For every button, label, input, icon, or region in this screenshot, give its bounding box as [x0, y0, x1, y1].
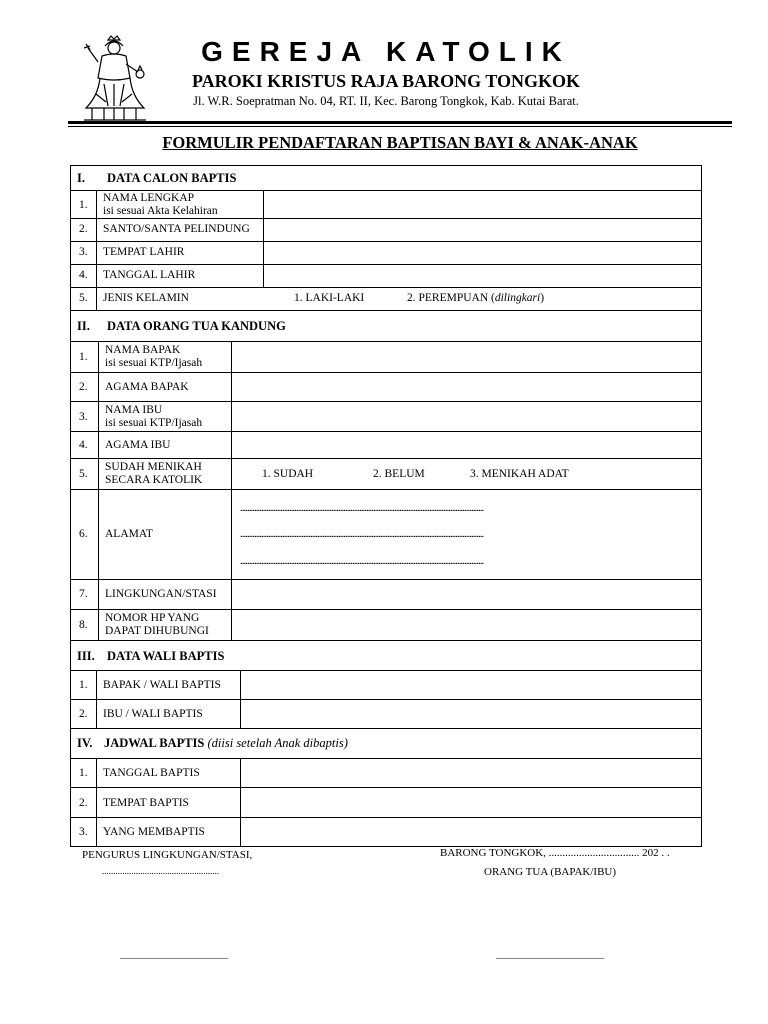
section1-title: DATA CALON BAPTIS: [107, 171, 237, 185]
phone-input[interactable]: [232, 610, 701, 640]
row-number: 2.: [79, 223, 88, 235]
father-name-input[interactable]: [232, 342, 701, 372]
column-divider: [96, 190, 97, 310]
row-number: 1.: [79, 679, 88, 691]
birthplace-input[interactable]: [264, 242, 701, 264]
row-number: 3.: [79, 826, 88, 838]
section1-number: I.: [77, 171, 85, 185]
field-label-community: LINGKUNGAN/STASI: [105, 588, 217, 600]
gender-note-close: ): [540, 292, 545, 304]
parents-label: ORANG TUA (BAPAK/IBU): [484, 866, 617, 878]
row-number: 2.: [79, 381, 88, 393]
header-divider-thin: [68, 126, 732, 127]
mother-religion-input[interactable]: [232, 432, 701, 458]
full-name-input[interactable]: [264, 191, 701, 218]
patron-saint-input[interactable]: [264, 219, 701, 241]
row-number: 7.: [79, 588, 88, 600]
column-divider: [98, 341, 99, 640]
section3-title: DATA WALI BAPTIS: [107, 649, 225, 663]
marriage-option-married[interactable]: 1. SUDAH: [262, 468, 314, 480]
place-date-line[interactable]: BARONG TONGKOK, ................................. 202 . .: [440, 847, 670, 859]
header-divider-thick: [68, 121, 732, 124]
form-title: FORMULIR PENDAFTARAN BAPTISAN BAYI & ANAK-ANAK: [162, 133, 638, 152]
parents-signature-line[interactable]: ________________________: [496, 950, 604, 960]
field-label-patron-saint: SANTO/SANTA PELINDUNG: [103, 223, 250, 235]
row-number: 4.: [79, 439, 88, 451]
section2-title: DATA ORANG TUA KANDUNG: [107, 319, 286, 333]
field-label-baptizer: YANG MEMBAPTIS: [103, 826, 205, 838]
row-number: 1.: [79, 199, 88, 211]
church-title: GEREJA KATOLIK: [201, 36, 571, 67]
row-number: 1.: [79, 767, 88, 779]
row-number: 1.: [79, 351, 88, 363]
field-label-godmother: IBU / WALI BAPTIS: [103, 708, 203, 720]
row-number: 2.: [79, 797, 88, 809]
section4-title: JADWAL BAPTIS: [104, 736, 205, 750]
column-divider: [96, 758, 97, 847]
row-number: 6.: [79, 528, 88, 540]
row-divider: [70, 458, 702, 459]
father-religion-input[interactable]: [232, 373, 701, 401]
field-label-catholic-marriage: SUDAH MENIKAH: [105, 461, 202, 473]
gender-option-male[interactable]: 1. LAKI-LAKI: [294, 292, 365, 304]
row-number: 3.: [79, 411, 88, 423]
field-label-father-religion: AGAMA BAPAK: [105, 381, 189, 393]
birthdate-input[interactable]: [264, 265, 701, 287]
row-divider: [70, 287, 702, 288]
community-input[interactable]: [232, 580, 701, 609]
row-divider: [70, 489, 702, 490]
field-label-phone-2: DAPAT DIHUBUNGI: [105, 625, 209, 637]
mother-name-input[interactable]: [232, 402, 701, 431]
row-number: 4.: [79, 269, 88, 281]
field-hint: isi sesuai KTP/Ijasah: [105, 417, 203, 429]
godmother-input[interactable]: [241, 700, 701, 728]
godfather-input[interactable]: [241, 671, 701, 699]
gender-note: dilingkari: [494, 292, 541, 304]
parish-name: PAROKI KRISTUS RAJA BARONG TONGKOK: [191, 71, 581, 91]
address-line-1[interactable]: ...........................................................................................................................................: [240, 502, 484, 514]
row-divider: [70, 728, 702, 729]
field-label-catholic-marriage-2: SECARA KATOLIK: [105, 474, 203, 486]
parish-address: Jl. W.R. Soepratman No. 04, RT. II, Kec. Barong Tongkok, Kab. Kutai Barat.: [193, 94, 579, 108]
row-number: 2.: [79, 708, 88, 720]
field-label-birthdate: TANGGAL LAHIR: [103, 269, 196, 281]
field-label-mother-name: NAMA IBU: [105, 404, 163, 416]
address-line-3[interactable]: ...........................................................................................................................................: [240, 555, 484, 567]
gender-option-female[interactable]: [407, 291, 544, 305]
row-divider: [70, 640, 702, 641]
field-label-father-name: NAMA BAPAK: [105, 344, 181, 356]
section3-number: III.: [77, 649, 95, 663]
gender-female-label: 2. PEREMPUAN (: [407, 292, 495, 304]
section4-number: IV.: [77, 736, 93, 750]
column-divider: [96, 670, 97, 728]
field-label-address: ALAMAT: [105, 528, 153, 540]
field-label-full-name: NAMA LENGKAP: [103, 192, 195, 204]
marriage-option-not-yet[interactable]: 2. BELUM: [373, 468, 425, 480]
section4-title-wrap: [104, 736, 348, 751]
field-label-godfather: BAPAK / WALI BAPTIS: [103, 679, 221, 691]
community-officer-label: PENGURUS LINGKUNGAN/STASI,: [82, 849, 253, 861]
row-divider: [70, 310, 702, 311]
section4-note: (diisi setelah Anak dibaptis): [207, 736, 348, 750]
field-label-mother-religion: AGAMA IBU: [105, 439, 171, 451]
field-label-birthplace: TEMPAT LAHIR: [103, 246, 185, 258]
marriage-option-customary[interactable]: 3. MENIKAH ADAT: [470, 468, 569, 480]
christ-king-logo-icon: [74, 34, 156, 124]
row-number: 3.: [79, 246, 88, 258]
address-line-2[interactable]: ...........................................................................................................................................: [240, 528, 484, 540]
officer-signature-line[interactable]: ________________________: [120, 950, 228, 960]
baptizer-input[interactable]: [241, 818, 701, 846]
field-label-baptism-place: TEMPAT BAPTIS: [103, 797, 189, 809]
baptism-place-input[interactable]: [241, 788, 701, 817]
row-number: 5.: [79, 468, 88, 480]
section2-number: II.: [77, 319, 90, 333]
field-label-phone: NOMOR HP YANG: [105, 612, 200, 624]
field-label-baptism-date: TANGGAL BAPTIS: [103, 767, 200, 779]
field-hint: isi sesuai Akta Kelahiran: [103, 205, 218, 217]
row-number: 8.: [79, 619, 88, 631]
community-officer-name-line[interactable]: ....................................................: [102, 866, 219, 876]
field-hint: isi sesuai KTP/Ijasah: [105, 357, 203, 369]
baptism-date-input[interactable]: [241, 759, 701, 787]
row-number: 5.: [79, 292, 88, 304]
field-label-gender: JENIS KELAMIN: [103, 292, 189, 304]
